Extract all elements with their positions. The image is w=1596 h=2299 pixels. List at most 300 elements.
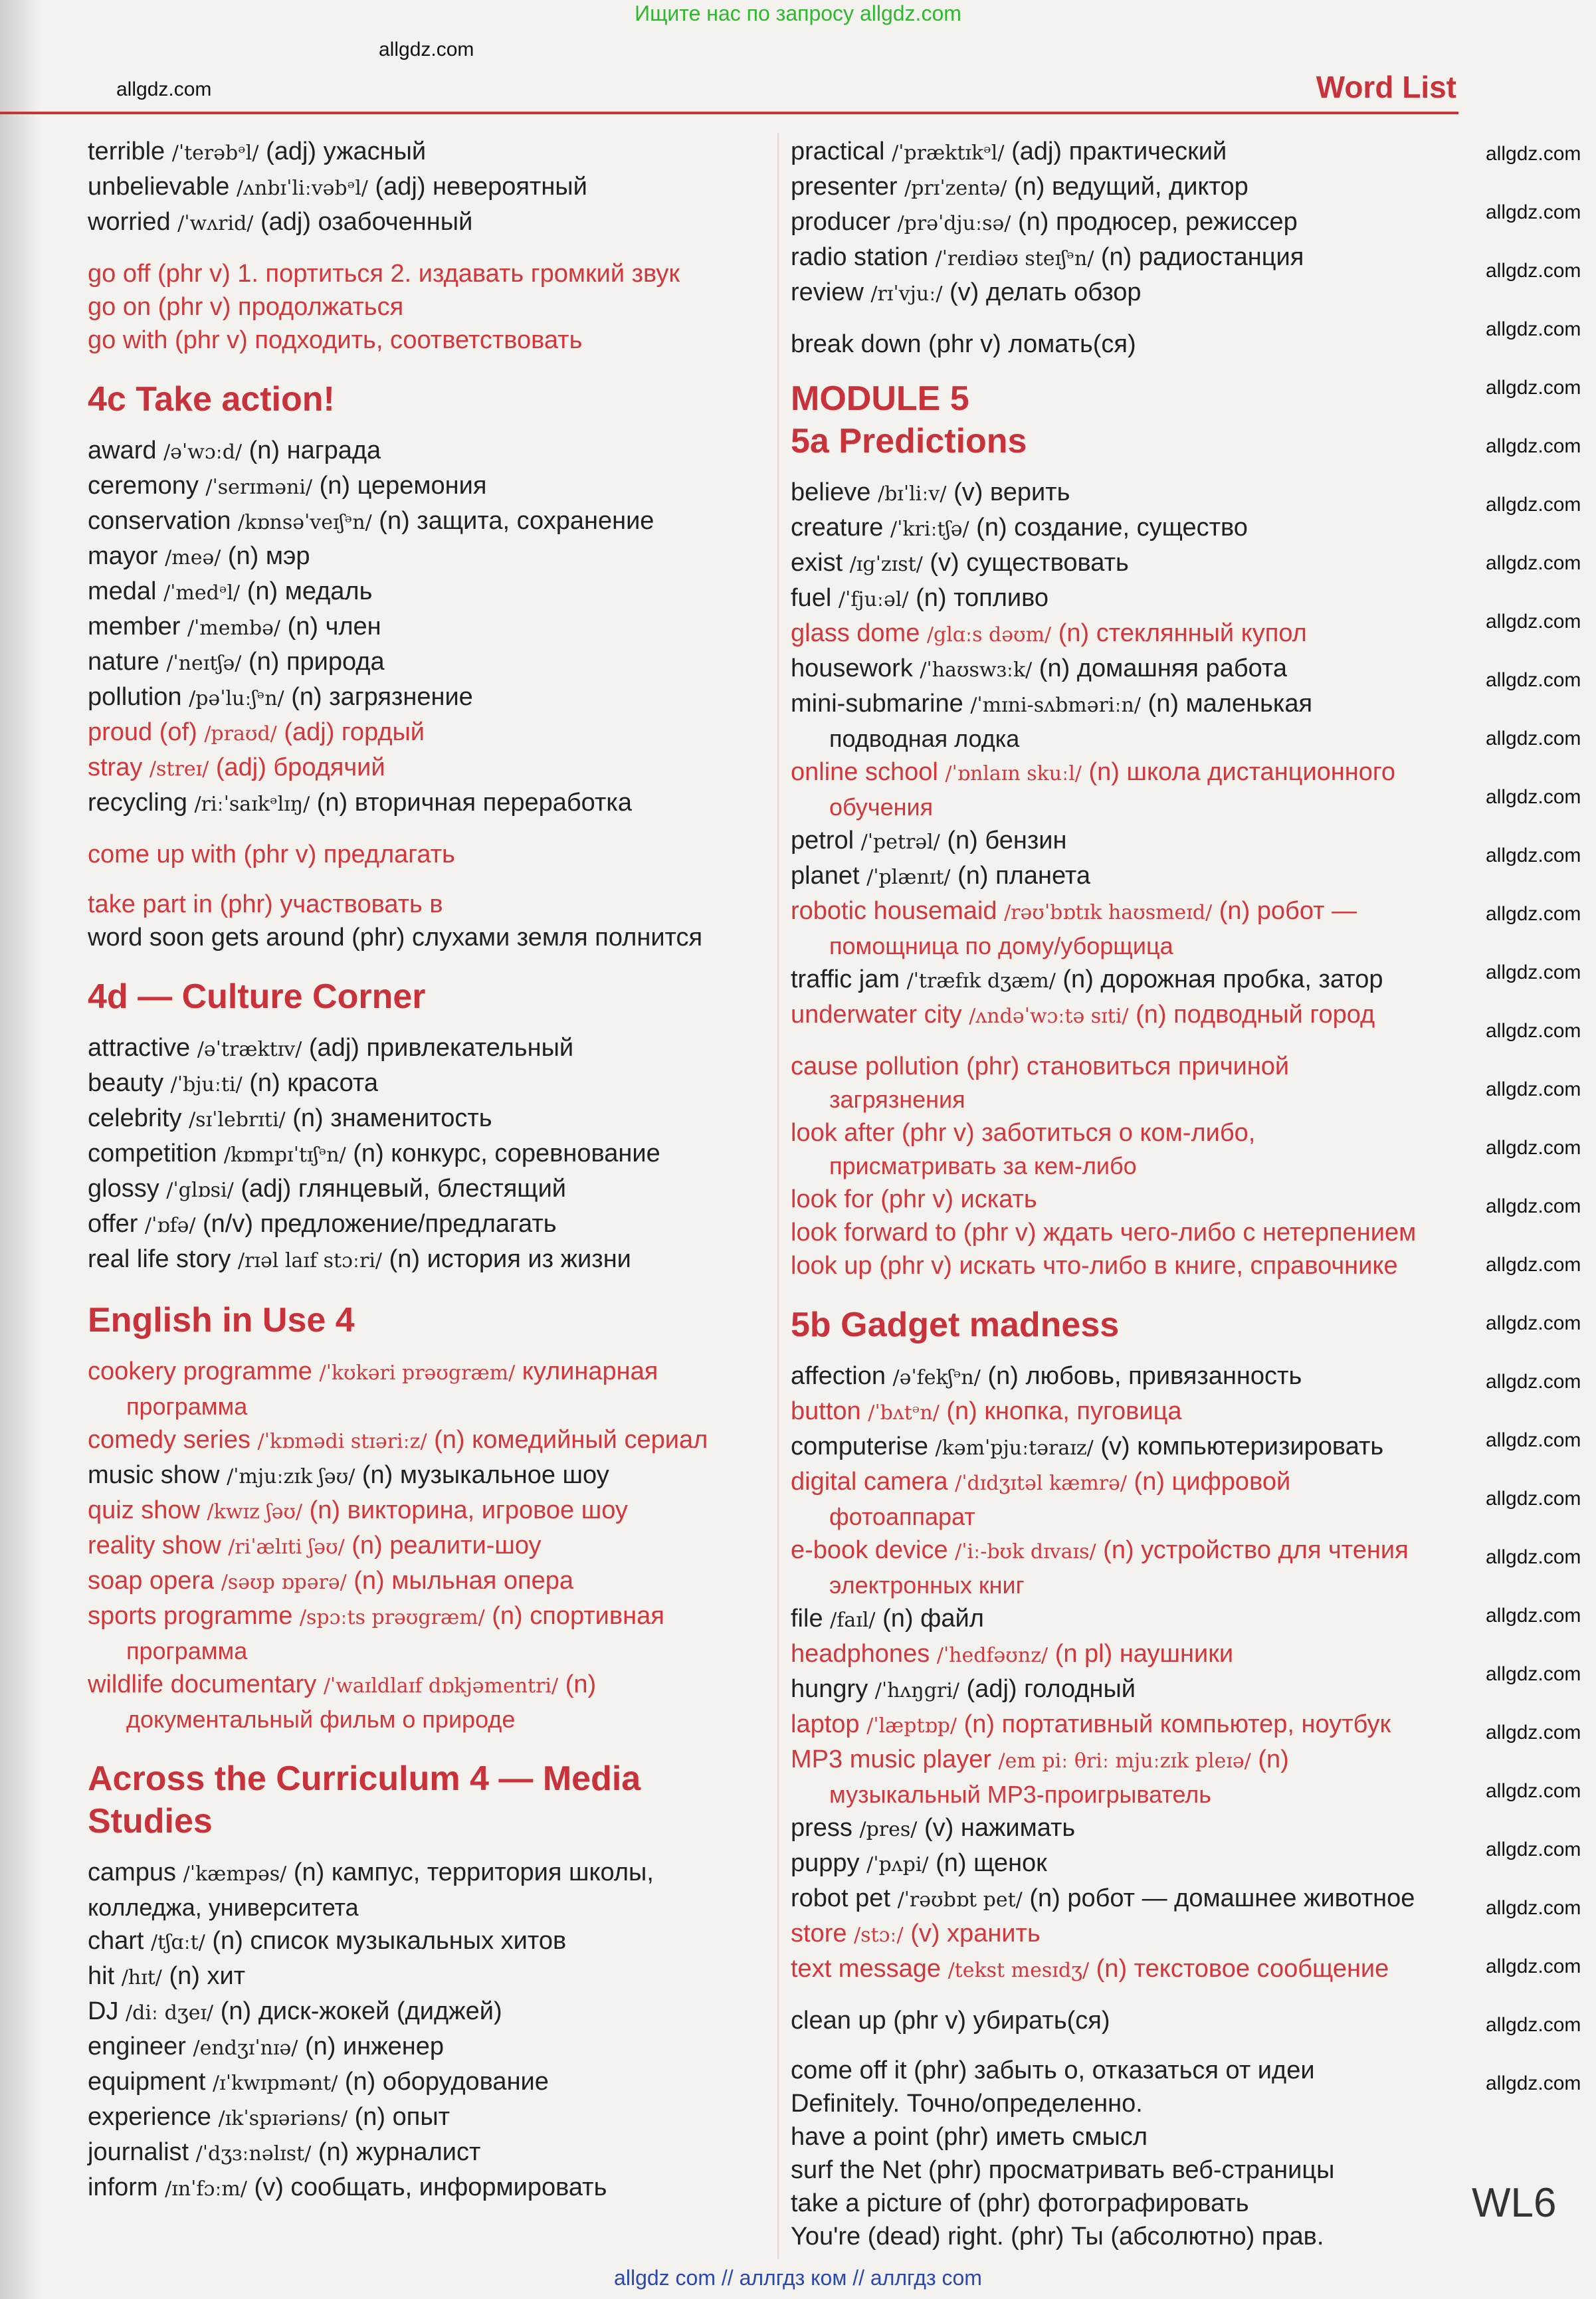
- entry-definition: (n) планета: [957, 862, 1090, 890]
- entry-word: look after: [791, 1119, 895, 1147]
- entry-word: You're (dead) right.: [791, 2223, 1004, 2250]
- word-entry: [88, 290, 759, 324]
- word-entry: [791, 511, 1462, 546]
- word-entry: [791, 241, 1462, 276]
- header-rule: [0, 112, 1458, 114]
- entry-continuation: документальный фильм о природе: [126, 1706, 516, 1733]
- word-entry: [88, 1423, 759, 1458]
- word-entry: [791, 2054, 1462, 2087]
- entry-phonetic: /ˈiː-bʊk dɪvaɪs/: [955, 1540, 1096, 1563]
- word-entry: [88, 1564, 759, 1599]
- entry-word: puppy: [791, 1849, 860, 1877]
- word-entry: [791, 963, 1462, 998]
- entry-definition: (n) диск-жокей (диджей): [220, 1997, 502, 2025]
- entry-word: look up: [791, 1252, 872, 1280]
- entry-definition: (n) устройство для чтения: [1103, 1536, 1409, 1564]
- watermark: allgdz.com: [1486, 435, 1581, 457]
- entry-phonetic: /rɪəl laɪf stɔːri/: [237, 1249, 383, 1272]
- entry-phonetic: /kɒnsəˈveɪʃᵊn/: [238, 511, 372, 534]
- entry-definition: (n) медаль: [247, 577, 373, 605]
- entry-word: fuel: [791, 584, 832, 612]
- entry-definition: Точно/определенно.: [906, 2090, 1143, 2118]
- word-entry: [88, 1243, 759, 1278]
- entry-word: come up with: [88, 841, 237, 868]
- entry-word: recycling: [88, 789, 187, 817]
- entry-definition: (n) школа дистанционного: [1088, 758, 1396, 786]
- watermark: allgdz.com: [1486, 845, 1581, 866]
- word-entry: [791, 1952, 1462, 1987]
- watermark: allgdz.com: [1486, 494, 1581, 516]
- entry-definition: (n) цифровой: [1134, 1468, 1291, 1496]
- entry-definition: (n) конкурс, соревнование: [353, 1140, 660, 1167]
- entry-definition: (n) викторина, игровое шоу: [309, 1496, 628, 1524]
- watermark: allgdz.com: [1486, 1605, 1581, 1627]
- entry-phonetic: /ˈpetrəl/: [860, 831, 940, 854]
- entry-phonetic: /ʌndəˈwɔːtə sɪti/: [969, 1005, 1129, 1028]
- entry-phonetic: /prɪˈzentə/: [904, 177, 1007, 200]
- entry-word: music show: [88, 1461, 220, 1489]
- entry-phonetic: /ˈkæmpəs/: [183, 1862, 287, 1886]
- word-entry: [791, 1637, 1462, 1672]
- section-heading: 5b Gadget madness: [791, 1306, 1120, 1344]
- section-heading: Across the Curriculum 4 — Media Studies: [88, 1759, 641, 1841]
- entry-word: housework: [791, 654, 913, 682]
- watermark: allgdz.com: [1486, 143, 1581, 165]
- entry-definition: (phr v) ломать(ся): [928, 330, 1136, 358]
- word-entry: [791, 894, 1462, 930]
- entry-word: believe: [791, 478, 871, 506]
- entry-definition: (n) бензин: [947, 827, 1067, 854]
- entry-definition: (n) спортивная: [492, 1602, 664, 1630]
- entry-word: traffic jam: [791, 965, 900, 993]
- entry-word: engineer: [88, 2033, 186, 2060]
- entry-definition: (adj) озабоченный: [260, 208, 473, 236]
- watermark: allgdz.com: [1486, 1722, 1581, 1744]
- word-entry: [88, 610, 759, 645]
- entry-group: [791, 1359, 1462, 1987]
- entry-definition: (phr v) ждать чего-либо с нетерпением: [963, 1219, 1417, 1247]
- word-entry: [88, 324, 759, 357]
- entry-phonetic: /pres/: [859, 1818, 918, 1841]
- entry-group: [88, 434, 759, 821]
- entry-definition: (n) робот —: [1219, 897, 1357, 925]
- word-entry: [791, 1882, 1462, 1917]
- entry-word: surf the Net: [791, 2156, 922, 2184]
- entry-phonetic: /ˈbʌtᵊn/: [868, 1401, 940, 1425]
- entry-word: exist: [791, 549, 843, 577]
- entry-definition: (adj) ужасный: [266, 138, 427, 165]
- word-entry: [791, 2004, 1462, 2037]
- word-entry: [88, 1355, 759, 1390]
- entry-definition: (phr) становиться причиной: [966, 1052, 1290, 1080]
- entry-word: real life story: [88, 1245, 231, 1273]
- entry-definition: (n) опыт: [354, 2103, 450, 2131]
- entry-word: radio station: [791, 243, 929, 271]
- entry-phonetic: /ɪkˈspɪəriəns/: [218, 2107, 348, 2130]
- word-entry: [88, 257, 759, 290]
- entry-word: review: [791, 278, 864, 306]
- word-entry: [791, 998, 1462, 1033]
- watermark: allgdz.com: [1486, 1078, 1581, 1100]
- word-entry: [791, 1430, 1462, 1465]
- entry-word: offer: [88, 1210, 138, 1238]
- entry-group: [791, 328, 1462, 361]
- entry-definition: (n) журналист: [318, 2138, 481, 2166]
- word-entry: [88, 1924, 759, 1959]
- entry-phonetic: /ˈrəʊbɒt pet/: [897, 1888, 1023, 1912]
- word-entry: [791, 1672, 1462, 1708]
- section-heading: MODULE 5: [791, 379, 969, 418]
- word-entry: [88, 135, 759, 170]
- entry-definition: (n) дорожная пробка, затор: [1062, 965, 1383, 993]
- entry-word: affection: [791, 1362, 886, 1390]
- word-entry: [88, 434, 759, 469]
- watermark: allgdz.com: [1486, 728, 1581, 750]
- entry-definition: (n) щенок: [936, 1849, 1047, 1877]
- watermark: allgdz.com: [1486, 201, 1581, 223]
- entry-word: member: [88, 613, 181, 641]
- entry-phonetic: /ˈbjuːti/: [170, 1073, 243, 1096]
- watermark: allgdz.com: [1486, 377, 1581, 399]
- entry-word: hungry: [791, 1675, 868, 1703]
- word-entry: [88, 1959, 759, 1995]
- entry-phonetic: /ˈneɪtʃə/: [166, 652, 242, 675]
- watermark: allgdz.com: [1486, 1955, 1581, 1977]
- entry-definition: (phr) участвовать в: [219, 890, 443, 918]
- entry-phonetic: /meə/: [165, 546, 221, 569]
- entry-definition: (n) файл: [882, 1605, 984, 1633]
- entry-definition: (v) нажимать: [924, 1814, 1076, 1842]
- entry-definition: (n) робот — домашнее животное: [1029, 1884, 1415, 1912]
- entry-group: [88, 257, 759, 357]
- entry-word: DJ: [88, 1997, 119, 2025]
- watermark: allgdz.com: [1486, 1371, 1581, 1393]
- watermark: allgdz.com: [1486, 903, 1581, 925]
- entry-phonetic: /hɪt/: [121, 1966, 162, 1989]
- entry-definition: (adj) гордый: [284, 718, 425, 746]
- word-entry: [88, 838, 759, 871]
- entry-phonetic: /ˈkɒmədi stɪəriːz/: [257, 1430, 427, 1453]
- entry-definition: (n) мэр: [227, 542, 310, 570]
- entry-word: go with: [88, 326, 168, 354]
- entry-phonetic: /əˈtræktɪv/: [197, 1038, 302, 1061]
- watermark: allgdz.com: [1486, 1897, 1581, 1919]
- word-entry: [791, 1249, 1462, 1282]
- word-entry: [88, 1172, 759, 1207]
- entry-group: [791, 476, 1462, 1033]
- entry-definition: (n) церемония: [319, 472, 487, 500]
- word-entry: [791, 1743, 1462, 1778]
- entry-phonetic: /ˈglɒsi/: [166, 1179, 234, 1202]
- entry-phonetic: /ˈtræfɪk dʒæm/: [906, 969, 1056, 993]
- entry-definition: (n) защита, сохранение: [379, 507, 654, 535]
- entry-phonetic: /riːˈsaɪkᵊlɪŋ/: [194, 793, 310, 816]
- word-entry: [88, 1599, 759, 1635]
- entry-word: underwater city: [791, 1001, 962, 1029]
- entry-definition: (v) компьютеризировать: [1100, 1433, 1384, 1460]
- word-entry: [791, 1116, 1462, 1150]
- watermark: allgdz.com: [1486, 1488, 1581, 1510]
- watermark: allgdz.com: [1486, 1312, 1581, 1334]
- entry-definition: (n/v) предложение/предлагать: [203, 1210, 557, 1238]
- entry-definition: (phr) слухами земля полнится: [351, 924, 703, 951]
- entry-word: go off: [88, 260, 151, 288]
- entry-word: text message: [791, 1955, 941, 1983]
- entry-group: [88, 1856, 759, 2206]
- entry-definition: (v) хранить: [910, 1920, 1041, 1948]
- entry-group: [88, 1355, 759, 1736]
- entry-word: headphones: [791, 1640, 930, 1668]
- entry-definition: кулинарная: [522, 1357, 658, 1385]
- entry-word: button: [791, 1397, 861, 1425]
- entry-continuation: колледжа, университета: [88, 1894, 359, 1921]
- entry-definition: (adj) привлекательный: [308, 1034, 574, 1062]
- entry-phonetic: /ˈdʒɜːnəlɪst/: [195, 2142, 312, 2165]
- entry-word: quiz show: [88, 1496, 200, 1524]
- word-entry: [88, 2136, 759, 2171]
- entry-continuation: подводная лодка: [829, 725, 1020, 752]
- entry-word: petrol: [791, 827, 854, 854]
- entry-phonetic: /əˈfekʃᵊn/: [892, 1366, 981, 1389]
- word-entry: [791, 1847, 1462, 1882]
- entry-definition: (n) кнопка, пуговица: [946, 1397, 1182, 1425]
- page-edge-shadow: [0, 0, 40, 2299]
- entry-phonetic: /pəˈluːʃᵊn/: [189, 687, 284, 710]
- entry-word: chart: [88, 1927, 144, 1955]
- word-entry: [88, 1668, 759, 1703]
- entry-word: look forward to: [791, 1219, 957, 1247]
- entry-word: have a point: [791, 2123, 929, 2151]
- entry-phonetic: /prəˈdjuːsə/: [897, 212, 1011, 235]
- word-entry: [791, 652, 1462, 687]
- word-entry: [791, 1917, 1462, 1952]
- entry-word: cause pollution: [791, 1052, 959, 1080]
- word-entry: [791, 328, 1462, 361]
- entry-group: [791, 1050, 1462, 1282]
- entry-word: robotic housemaid: [791, 897, 997, 925]
- entry-continuation: программа: [126, 1393, 248, 1420]
- watermark: allgdz.com: [1486, 786, 1581, 808]
- entry-definition: (n) список музыкальных хитов: [212, 1927, 567, 1955]
- word-entry: [791, 755, 1462, 791]
- word-entry: [88, 1207, 759, 1243]
- entry-phonetic: /ˈhedfəʊnz/: [936, 1644, 1048, 1667]
- entry-word: beauty: [88, 1069, 164, 1097]
- word-entry: [791, 1534, 1462, 1569]
- word-entry: [88, 1529, 759, 1564]
- word-entry: [791, 687, 1462, 722]
- entry-phonetic: /ˈmedᵊl/: [163, 581, 241, 605]
- bottom-note: allgdz com // аллгдз ком // аллгдз com: [614, 2266, 982, 2290]
- entry-phonetic: /ˈreɪdiəʊ steɪʃᵊn/: [935, 247, 1094, 270]
- entry-word: medal: [88, 577, 157, 605]
- word-entry: [791, 546, 1462, 581]
- entry-word: break down: [791, 330, 922, 358]
- entry-definition: (phr) забыть о, отказаться от идеи: [914, 2056, 1315, 2084]
- word-entry: [791, 1708, 1462, 1743]
- section-heading: 5a Predictions: [791, 422, 1027, 460]
- watermark: allgdz.com: [1486, 1254, 1581, 1276]
- entry-phonetic: /rəʊˈbɒtɪk haʊsmeɪd/: [1004, 901, 1213, 924]
- watermark: allgdz.com: [1486, 2014, 1581, 2036]
- entry-word: wildlife documentary: [88, 1670, 317, 1698]
- entry-phonetic: /glɑːs dəʊm/: [926, 623, 1052, 647]
- entry-phonetic: /streɪ/: [149, 757, 209, 781]
- entry-definition: (n) домашняя работа: [1039, 654, 1287, 682]
- entry-continuation: помощница по дому/уборщица: [829, 932, 1173, 959]
- entry-phonetic: /kwɪz ʃəʊ/: [207, 1500, 303, 1524]
- entry-group: [88, 135, 759, 241]
- entry-definition: (adj) голодный: [966, 1675, 1136, 1703]
- entry-word: pollution: [88, 683, 182, 711]
- word-entry: [88, 680, 759, 716]
- section-heading: English in Use 4: [88, 1301, 355, 1340]
- entry-word: glossy: [88, 1175, 159, 1203]
- entry-word: robot pet: [791, 1884, 890, 1912]
- word-entry: [88, 540, 759, 575]
- word-entry: [88, 170, 759, 205]
- word-entry: [791, 205, 1462, 241]
- entry-phonetic: /ˈserɪməni/: [205, 476, 313, 499]
- word-entry: [88, 469, 759, 504]
- entry-definition: (n) портативный компьютер, ноутбук: [963, 1710, 1391, 1738]
- entry-word: comedy series: [88, 1426, 250, 1454]
- entry-definition: (phr v) продолжаться: [157, 293, 404, 321]
- word-entry: [791, 2153, 1462, 2187]
- entry-word: terrible: [88, 138, 165, 165]
- entry-phonetic: /ɪnˈfɔːm/: [165, 2177, 247, 2201]
- section-heading: 4c Take action!: [88, 380, 335, 419]
- entry-definition: (n) любовь, привязанность: [987, 1362, 1302, 1390]
- entry-word: practical: [791, 138, 885, 165]
- entry-phonetic: /tʃɑːt/: [151, 1931, 205, 1954]
- entry-group: [791, 2004, 1462, 2037]
- entry-definition: (adj) невероятный: [375, 173, 587, 201]
- watermark: allgdz.com: [1486, 1780, 1581, 1802]
- entry-word: campus: [88, 1858, 177, 1886]
- entry-continuation: загрязнения: [829, 1086, 965, 1113]
- entry-definition: (adj) бродячий: [215, 753, 385, 781]
- entry-definition: (n) красота: [249, 1069, 378, 1097]
- entry-continuation: присматривать за кем-либо: [829, 1152, 1137, 1179]
- entry-phonetic: /faɪl/: [830, 1609, 876, 1632]
- entry-definition: (phr) фотографировать: [977, 2189, 1249, 2217]
- entry-phonetic: /praʊd/: [204, 722, 277, 746]
- entry-word: creature: [791, 514, 884, 542]
- entry-word: word soon gets around: [88, 924, 345, 951]
- entry-definition: (n): [565, 1670, 597, 1698]
- entry-definition: (v) верить: [953, 478, 1070, 506]
- entry-word: sports programme: [88, 1602, 293, 1630]
- entry-word: proud (of): [88, 718, 197, 746]
- word-entry: [791, 617, 1462, 652]
- entry-phonetic: /ʌnbɪˈliːvəbᵊl/: [236, 177, 368, 200]
- word-entry: [791, 276, 1462, 311]
- entry-group: [88, 838, 759, 871]
- watermark: allgdz.com: [1486, 669, 1581, 691]
- word-entry: [791, 476, 1462, 511]
- entry-phonetic: /ˈpʌpi/: [866, 1853, 929, 1876]
- entry-definition: (phr v) убирать(ся): [893, 2007, 1110, 2035]
- entry-word: online school: [791, 758, 938, 786]
- word-entry: [88, 645, 759, 680]
- entry-phonetic: /diː dʒeɪ/: [126, 2001, 214, 2025]
- word-entry: [88, 786, 759, 821]
- entry-word: e-book device: [791, 1536, 948, 1564]
- word-entry: [88, 2065, 759, 2100]
- word-list-title: Word List: [1316, 70, 1456, 104]
- entry-word: computerise: [791, 1433, 928, 1460]
- entry-phonetic: /səʊp ɒpərə/: [221, 1571, 347, 1594]
- word-entry: [88, 888, 759, 921]
- word-entry: [88, 1031, 759, 1066]
- entry-definition: (n) член: [287, 613, 381, 641]
- watermark: allgdz.com: [1486, 318, 1581, 340]
- entry-group: [791, 135, 1462, 311]
- entry-word: attractive: [88, 1034, 191, 1062]
- entry-phonetic: /ˈmɪni-sʌbməriːn/: [970, 694, 1141, 717]
- entry-phonetic: /ˈterəbᵊl/: [171, 142, 259, 165]
- entry-phonetic: /ˈwʌrid/: [177, 212, 254, 235]
- entry-definition: (phr) Ты (абсолютно) прав.: [1011, 2223, 1324, 2250]
- word-entry: [791, 1395, 1462, 1430]
- page-number: WL6: [1472, 2180, 1557, 2226]
- word-entry: [88, 2100, 759, 2136]
- entry-continuation: обучения: [829, 793, 934, 821]
- entry-word: press: [791, 1814, 852, 1842]
- entry-phonetic: /ˈpræktɪkᵊl/: [892, 142, 1005, 165]
- entry-phonetic: /ˈlæptɒp/: [866, 1714, 957, 1738]
- entry-phonetic: /rɪˈvjuː/: [870, 282, 943, 306]
- entry-phonetic: /kəmˈpjuːtəraɪz/: [935, 1437, 1094, 1460]
- entry-definition: (n) музыкальное шоу: [361, 1461, 609, 1489]
- entry-group: [88, 1031, 759, 1278]
- entry-word: take part in: [88, 890, 213, 918]
- entry-word: competition: [88, 1140, 217, 1167]
- entry-continuation: фотоаппарат: [829, 1503, 975, 1530]
- watermark: allgdz.com: [1486, 961, 1581, 983]
- watermark: allgdz.com: [116, 78, 212, 100]
- entry-definition: (n) текстовое сообщение: [1096, 1955, 1389, 1983]
- entry-phonetic: /ˈdɪdʒɪtəl kæmrə/: [955, 1472, 1127, 1495]
- entry-word: take a picture of: [791, 2189, 971, 2217]
- entry-definition: (n) мыльная опера: [353, 1567, 574, 1595]
- entry-definition: (n) вторичная переработка: [316, 789, 632, 817]
- entry-word: nature: [88, 648, 159, 676]
- entry-word: equipment: [88, 2068, 206, 2096]
- entry-definition: (n) подводный город: [1136, 1001, 1375, 1029]
- watermark: allgdz.com: [1486, 1020, 1581, 1042]
- entry-definition: (n) кампус, территория школы,: [293, 1858, 654, 1886]
- watermark: allgdz.com: [1486, 1137, 1581, 1159]
- entry-phonetic: /endʒɪˈnɪə/: [193, 2037, 298, 2060]
- entry-definition: (phr v) 1. портиться 2. издавать громкий звук: [157, 260, 680, 288]
- entry-word: reality show: [88, 1532, 221, 1559]
- watermark: allgdz.com: [1486, 611, 1581, 633]
- entry-definition: (phr v) подходить, соответствовать: [174, 326, 583, 354]
- entry-word: look for: [791, 1185, 874, 1213]
- word-entry: [791, 1216, 1462, 1249]
- entry-word: Definitely.: [791, 2090, 900, 2118]
- entry-word: inform: [88, 2173, 158, 2201]
- entry-definition: (n) топливо: [916, 584, 1049, 612]
- entry-definition: (v) сообщать, информировать: [254, 2173, 607, 2201]
- entry-phonetic: /ˈmembə/: [187, 617, 281, 640]
- word-entry: [88, 921, 759, 954]
- entry-word: mayor: [88, 542, 158, 570]
- word-entry: [88, 205, 759, 241]
- word-entry: [791, 1183, 1462, 1216]
